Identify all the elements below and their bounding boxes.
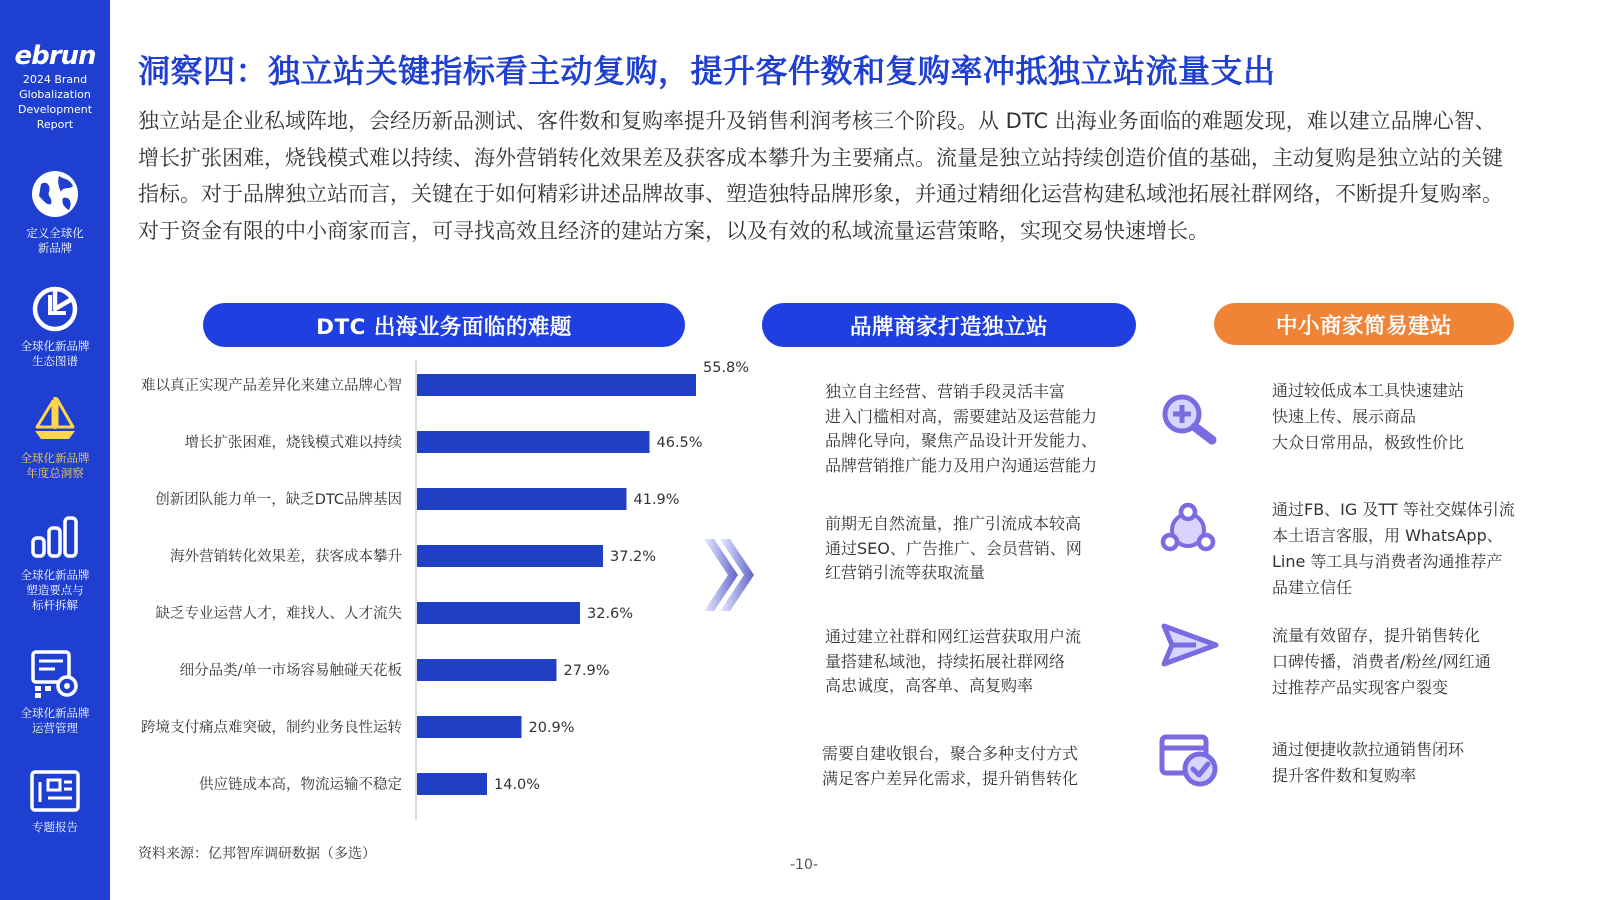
intro-paragraph: 独立站是企业私域阵地，会经历新品测试、客件数和复购率提升及销售利润考核三个阶段。从 DTC 出海业务面临的难题发现，难以建立品牌心智、增长扩张困难，烧钱模式难以持续、海外营销转化效果差及获客成本攀升为主要痛点。流量是独立站持续创造价值的基础，主动复购是独立站的关键指标。对于品牌独立站而言，关键在于如何精彩讲述品牌故事、塑造独特品牌形象，并通过精细化运营构建私域池拓展社群网络，不断提升复购率。对于资金有限的中小商家而言，可寻找高效且经济的建站方案，以及有效的私域流量运营策略，实现交易快速增长。 (138, 109, 1503, 243)
category-label: 难以真正实现产品差异化来建立品牌心智 (141, 378, 402, 394)
value-label: 55.8% (703, 360, 750, 376)
logo-subtitle: 2024 Brand Globalization Development Report (17, 73, 93, 131)
bar (417, 716, 522, 738)
category-label: 增长扩张困难，烧钱模式难以持续 (184, 435, 402, 451)
page-title: 洞察四：独立站关键指标看主动复购，提升客件数和复购率冲抵独立站流量支出 (138, 52, 1276, 90)
bar (417, 545, 603, 567)
category-label: 细分品类/单一市场容易触碰天花板 (179, 663, 402, 679)
value-label: 46.5% (656, 435, 703, 451)
sme-item-1: 通过较低成本工具快速建站 快速上传、展示商品 大众日常用品，极致性价比 (1272, 381, 1465, 452)
sidebar (0, 0, 110, 900)
category-label: 创新团队能力单一，缺乏DTC品牌基因 (155, 492, 402, 508)
dtc-challenges-bar-chart (110, 360, 750, 830)
newspaper-icon (28, 768, 82, 814)
category-label: 缺乏专业运营人才，难找人、人才流失 (155, 606, 402, 622)
value-label: 41.9% (633, 492, 680, 508)
sidebar-item-key-points[interactable]: 全球化新品牌 塑造要点与 标杆拆解 (0, 512, 110, 613)
category-label: 跨境支付痛点难突破，制约业务良性运转 (141, 720, 402, 736)
brand-item-4: 需要自建收银台，聚合多种支付方式 满足客户差异化需求，提升销售转化 (822, 744, 1079, 788)
sidebar-item-special-report[interactable]: 专题报告 (0, 768, 110, 835)
globe-icon (29, 168, 81, 220)
sidebar-item-define-brand[interactable]: 定义全球化 新品牌 (0, 168, 110, 256)
bar-chart-icon (29, 512, 81, 562)
payment-check-icon (1158, 733, 1220, 789)
chevron-right-icon (700, 535, 756, 615)
bar (417, 602, 580, 624)
sailboat-icon (29, 393, 81, 445)
sme-item-4: 通过便捷收款拉通销售闭环 提升客件数和复购率 (1272, 740, 1465, 785)
send-icon (1158, 620, 1222, 670)
category-label: 供应链成本高，物流运输不稳定 (199, 777, 402, 793)
page-number: -10- (790, 857, 818, 873)
value-label: 37.2% (610, 549, 657, 565)
bar (417, 488, 627, 510)
search-plus-icon (1158, 392, 1224, 448)
category-label: 海外营销转化效果差，获客成本攀升 (170, 549, 402, 565)
brand-item-3: 通过建立社群和网红运营获取用户流 量搭建私域池，持续拓展社群网络 高忠诚度，高客单、高复购率 (825, 627, 1082, 695)
value-label: 32.6% (587, 606, 634, 622)
value-label: 27.9% (563, 663, 610, 679)
sidebar-item-annual-insight[interactable]: 全球化新品牌 年度总洞察 (0, 393, 110, 481)
value-label: 20.9% (528, 720, 575, 736)
source-note: 资料来源：亿邦智库调研数据（多选） (138, 846, 376, 862)
dashboard-gear-icon (29, 648, 81, 700)
logo (12, 42, 98, 132)
value-label: 14.0% (494, 777, 541, 793)
pie-chart-icon (30, 283, 80, 333)
bar (417, 773, 487, 795)
header-brand-independent-site: 品牌商家打造独立站 (762, 303, 1136, 347)
header-sme-site-building: 中小商家简易建站 (1214, 303, 1514, 345)
sidebar-item-ecosystem[interactable]: 全球化新品牌 生态图谱 (0, 283, 110, 369)
logo-wordmark: ebrun (14, 41, 96, 71)
header-dtc-challenges: DTC 出海业务面临的难题 (203, 303, 685, 347)
bar (417, 659, 557, 681)
bar (417, 431, 650, 453)
community-icon (1158, 502, 1218, 558)
sme-item-3: 流量有效留存，提升销售转化 口碑传播，消费者/粉丝/网红通 过推荐产品实现客户裂变 (1272, 626, 1491, 697)
brand-item-1: 独立自主经营、营销手段灵活丰富 进入门槛相对高，需要建站及运营能力 品牌化导向，聚焦产品设计开发能力、 品牌营销推广能力及用户沟通运营能力 (825, 382, 1098, 475)
bar (417, 374, 696, 396)
brand-item-2: 前期无自然流量，推广引流成本较高 通过SEO、广告推广、会员营销、网 红营销引流等获取流量 (825, 514, 1082, 582)
sme-item-2: 通过FB、IG 及TT 等社交媒体引流 本土语言客服，用 WhatsApp、 Line 等工具与消费者沟通推荐产 品建立信任 (1272, 500, 1515, 597)
sidebar-item-operations[interactable]: 全球化新品牌 运营管理 (0, 648, 110, 736)
